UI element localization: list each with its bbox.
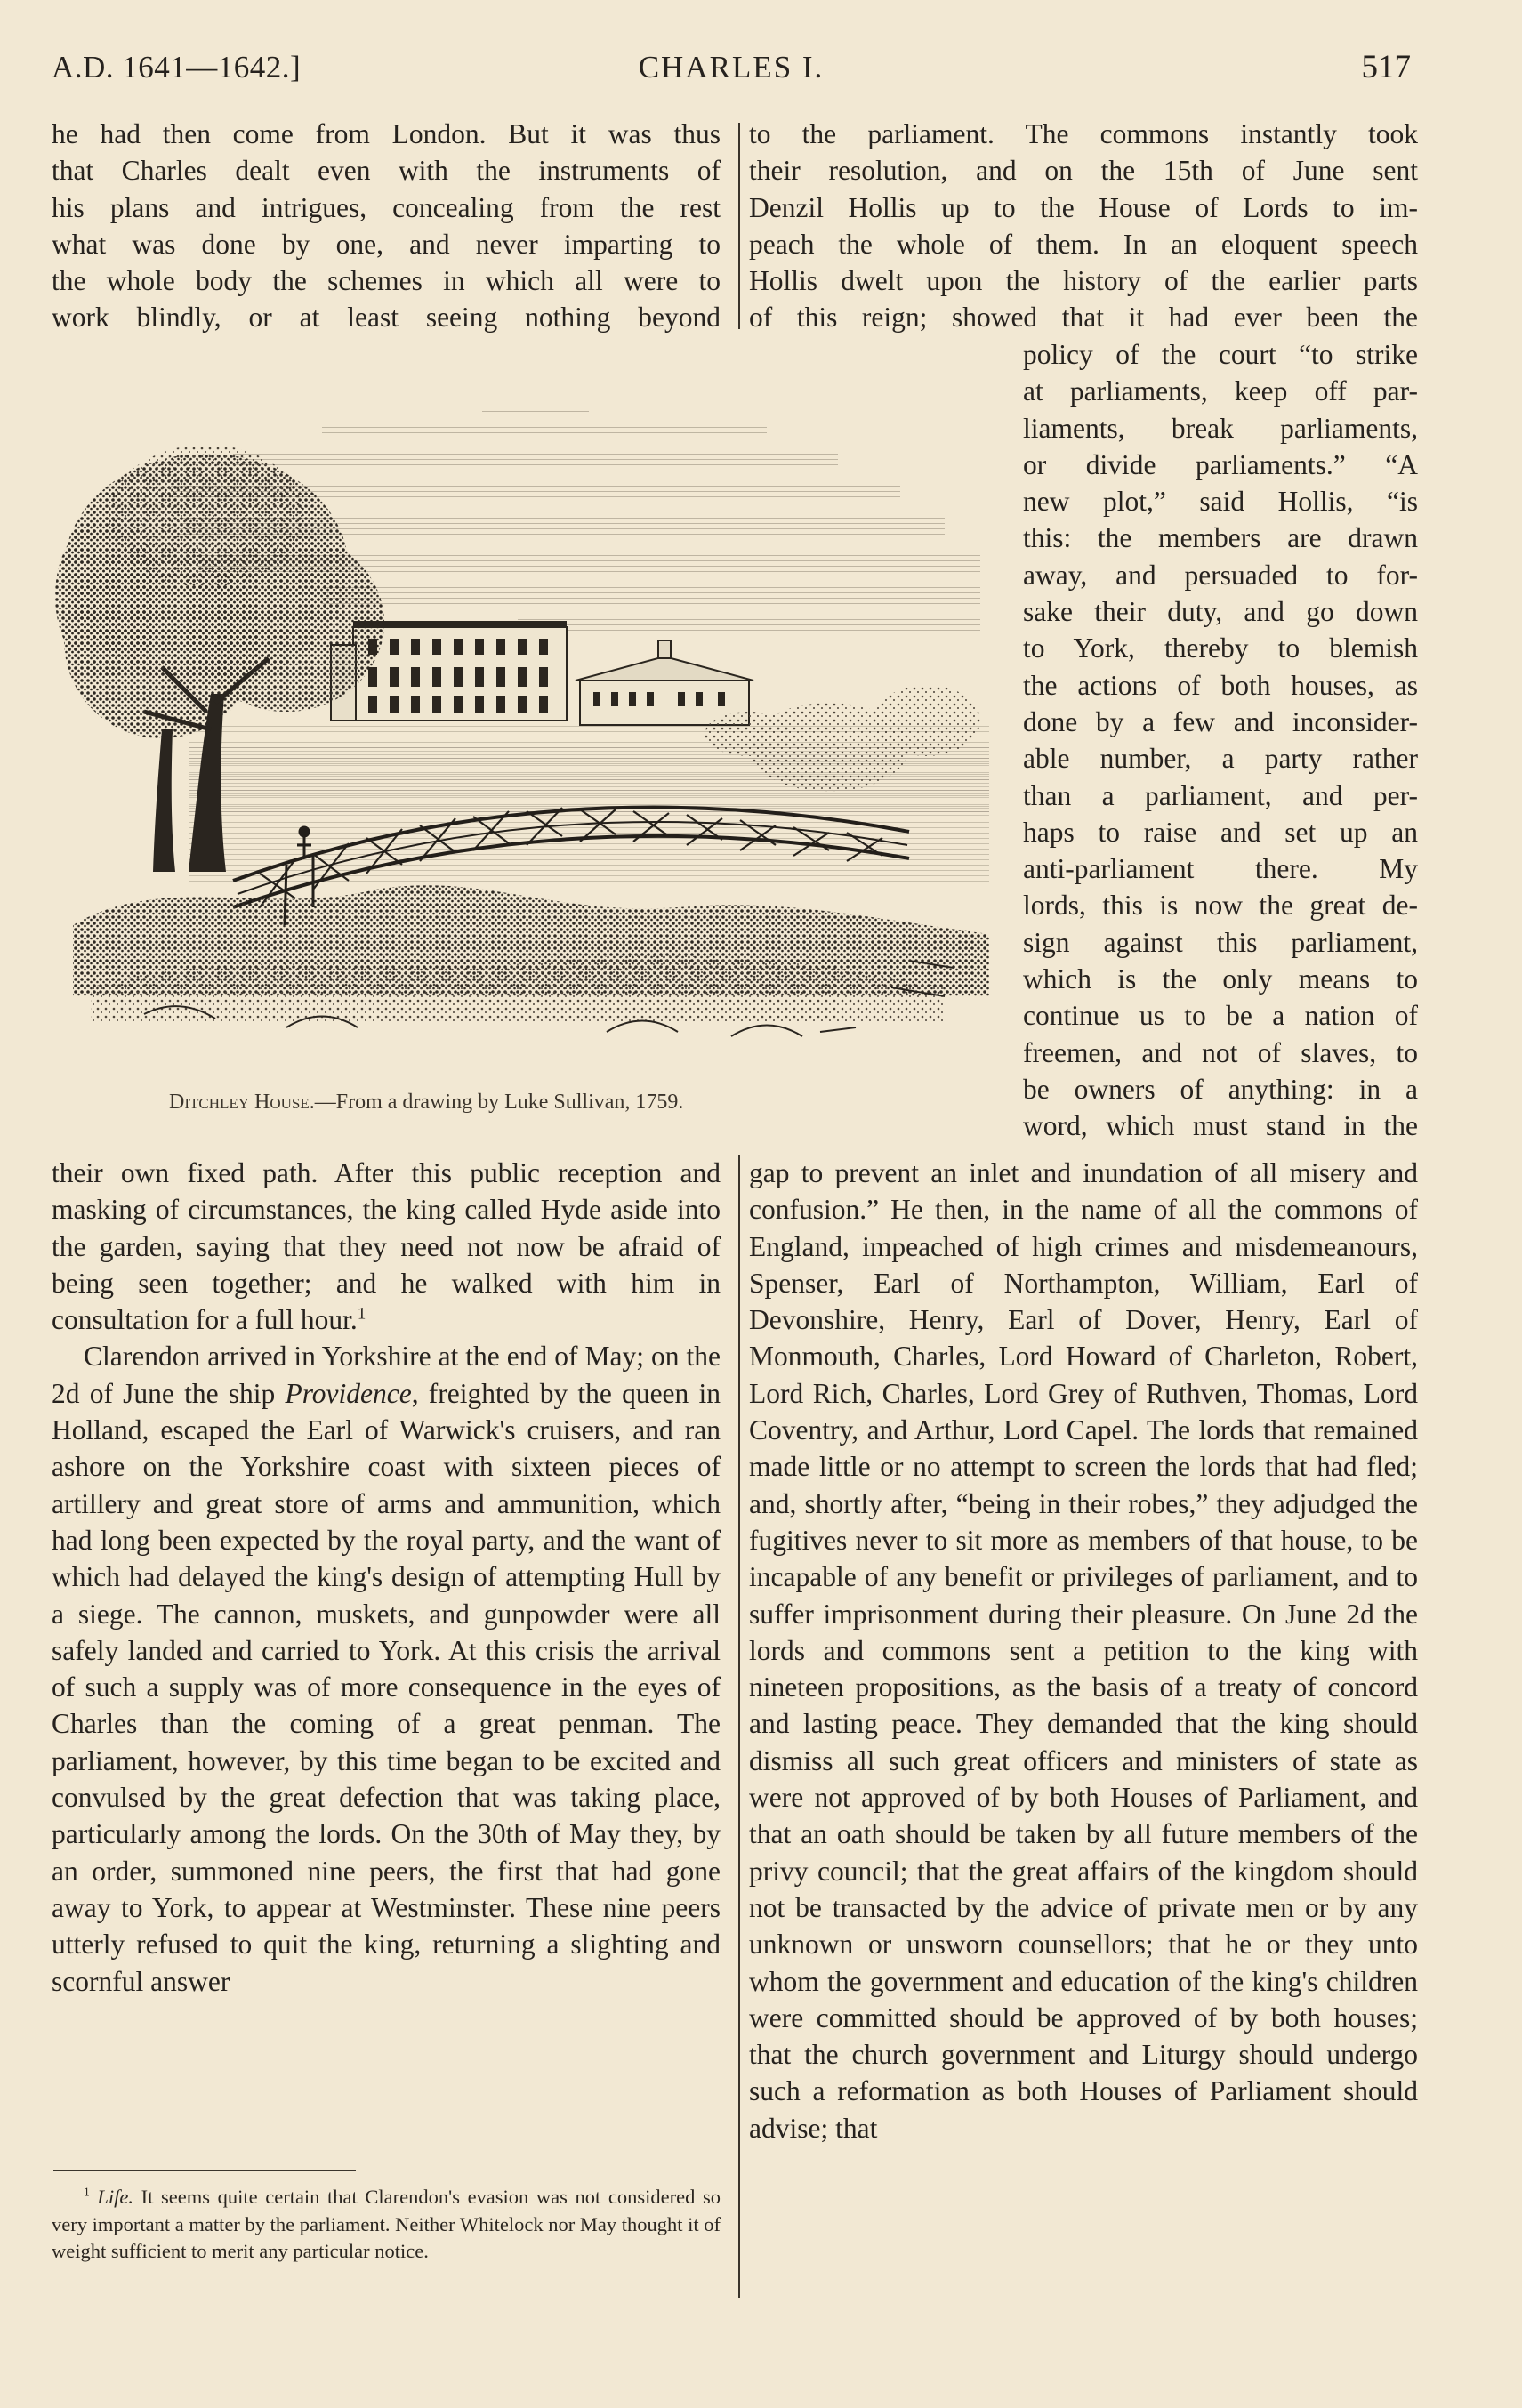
text-line: anti-parliament there. My xyxy=(1023,853,1418,885)
text-line: the whole body the schemes in which all were to xyxy=(52,265,721,297)
text-line: done by a few and inconsider- xyxy=(1023,705,1418,737)
text-line: word, which must stand in the xyxy=(1023,1110,1418,1142)
text-line: their resolution, and on the 15th of June sent xyxy=(749,155,1418,187)
text-line: he had then come from London. But it was thus xyxy=(52,118,721,149)
text-line: sake their duty, and go down xyxy=(1023,596,1418,628)
text-line: freemen, and not of slaves, to xyxy=(1023,1036,1418,1068)
caption-title: Ditchley House. xyxy=(169,1091,315,1114)
text-line: what was done by one, and never imparting to xyxy=(52,228,721,260)
figure-caption xyxy=(169,1088,970,1116)
text-line: peach the whole of them. In an eloquent speech xyxy=(749,228,1418,260)
caption-credit: —From a drawing by Luke Sullivan, 1759. xyxy=(314,1091,684,1114)
header-chapter-title: CHARLES I. xyxy=(638,50,825,85)
page-number: 517 xyxy=(1361,49,1411,85)
text-line: or divide parliaments.” “A xyxy=(1023,448,1418,480)
text-line: liaments, break parliaments, xyxy=(1023,412,1418,444)
left-column-top xyxy=(52,116,721,336)
text-line: new plot,” said Hollis, “is xyxy=(1023,486,1418,518)
ship-name: Providence xyxy=(285,1377,412,1409)
right-column-body xyxy=(749,1155,1418,2146)
footnote-marker: 1 xyxy=(84,2185,90,2199)
house-wing xyxy=(576,640,753,725)
text-line: work blindly, or at least seeing nothing beyond xyxy=(52,302,721,334)
footnote xyxy=(52,2184,721,2266)
text-line: Hollis dwelt upon the history of the earlier parts xyxy=(749,265,1418,297)
ditchley-house-illustration xyxy=(55,374,1007,1085)
text-line: that Charles dealt even with the instruments of xyxy=(52,155,721,187)
text-line: sign against this parliament, xyxy=(1023,926,1418,958)
text-line: to the parliament. The commons instantly took xyxy=(749,118,1418,149)
text-line: the actions of both houses, as xyxy=(1023,669,1418,701)
paragraph: gap to prevent an inlet and inundation of all misery and confusion.” He then, in the name of all the commons of England, impeached of high crimes and misdemeanours, Spenser, Earl of Northampton, William, Earl of Devonshire, Henry, Earl of Dover, Henry, Earl of Monmouth, Charles, Lord Howard of Charleton, Robert, Lord Rich, Charles, Lord Grey of Ruthven, Thomas, Lord Coventry, and Arthur, Lord Capel. The lords that remained made little or no attempt to screen the lords that had fled; and, shortly after, “being in their robes,” they adjudged the fugitives never to sit more as members of that house, to be incapable of any benefit or privileges of parliament, and to suffer imprisonment during their pleasure. On June 2d the lords and commons sent a petition to the king with nineteen propositions, as the basis of a treaty of concord and lasting peace. They demanded that the king should dismiss all such great officers and ministers of state as were not approved of by both Houses of Parliament, and that an oath should be taken by all future members of the privy council; that the great affairs of the kingdom should not be transacted by the advice of private men or by any unknown or unsworn counsellors; that he or they unto whom the government and education of the king's children were committed should be approved of by both houses; that the church government and Liturgy should undergo such a reformation as both Houses of Parliament should advise; that xyxy=(749,1157,1418,2144)
text-line: than a parliament, and per- xyxy=(1023,779,1418,811)
column-rule-bottom xyxy=(738,1155,740,2298)
text-line: of this reign; showed that it had ever been the xyxy=(749,302,1418,334)
footnote-ref[interactable]: 1 xyxy=(357,1304,366,1324)
header-date-range: A.D. 1641—1642.] xyxy=(52,50,302,85)
column-rule-top xyxy=(738,123,740,329)
paragraph: Clarendon arrived in Yorkshire at the end of May; on the 2d of June the ship Providence, freighted by the queen in Holland, escaped the Earl of Warwick's cruisers, and ran ashore on the Yorkshire coast with sixteen pieces of artillery and great store of arms and ammunition, which had long been expected by the royal party, and the want of which had delayed the king's design of attempting Hull by a siege. The cannon, muskets, and gunpowder were all safely landed and carried to York. At this crisis the arrival of such a supply was of more consequence in the eyes of Charles than the coming of a great penman. The parliament, however, by this time began to be excited and convulsed by the great defection that was taking place, particularly among the lords. On the 30th of May they, by an order, summoned nine peers, the first that had gone away to York, to appear at Westminster. These nine peers utterly refused to quit the king, returning a slighting and scornful answer xyxy=(52,1341,721,1997)
text-line: haps to raise and set up an xyxy=(1023,816,1418,848)
text-line: be owners of anything: in a xyxy=(1023,1073,1418,1105)
text-line: Denzil Hollis up to the House of Lords to im- xyxy=(749,191,1418,223)
text-line: this: the members are drawn xyxy=(1023,522,1418,554)
right-column-top xyxy=(749,116,1418,336)
running-header xyxy=(52,46,1411,89)
text-line: which is the only means to xyxy=(1023,963,1418,995)
text-line: continue us to be a nation of xyxy=(1023,1000,1418,1032)
right-column-narrow xyxy=(1023,336,1418,1145)
text-line: able number, a party rather xyxy=(1023,743,1418,775)
footnote-rule xyxy=(53,2170,356,2171)
footnote-source: Life. xyxy=(97,2186,134,2208)
text-line: his plans and intrigues, concealing from the rest xyxy=(52,191,721,223)
left-column-body xyxy=(52,1155,721,2000)
paragraph: their own fixed path. After this public reception and masking of circumstances, the king called Hyde aside into the garden, saying that they need not now be afraid of being seen together; and he walked with him in consultation for a full hour.$^1$ xyxy=(52,1157,721,1336)
text-line: lords, this is now the great de- xyxy=(1023,890,1418,922)
text-line: to York, thereby to blemish xyxy=(1023,632,1418,664)
text-line: away, and persuaded to for- xyxy=(1023,559,1418,591)
text-line: at parliaments, keep off par- xyxy=(1023,375,1418,407)
footnote-text: It seems quite certain that Clarendon's evasion was not considered so very important a matter by the parliament. Neither Whitelock nor May thought it of weight sufficient to merit any particular notice. xyxy=(52,2186,721,2262)
foreground-vegetation xyxy=(73,885,989,1036)
text-line: policy of the court “to strike xyxy=(1023,339,1418,370)
